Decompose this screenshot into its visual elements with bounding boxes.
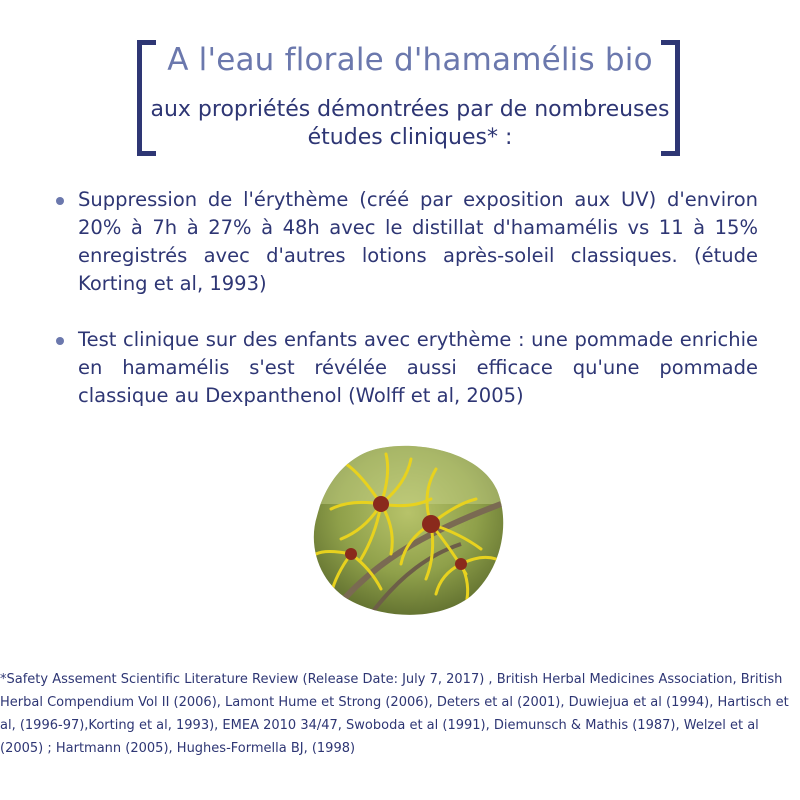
bullet-text: Suppression de l'érythème (créé par exposition aux UV) d'environ 20% à 7h à 27% à 48h avec le distillat d'hamamélis vs 11 à 15% enregistrés avec d'autres lotions après-soleil classiques. (étude Korting et al, 1993) bbox=[78, 188, 758, 295]
bullet-dot-icon bbox=[56, 337, 64, 345]
bullet-text: Test clinique sur des enfants avec erythème : une pommade enrichie en hamamélis s'est révélée aussi efficace qu'une pommade classique au Dexpanthenol (Wolff et al, 2005) bbox=[78, 328, 758, 407]
page-title: A l'eau florale d'hamamélis bio bbox=[167, 42, 653, 78]
benefits-list bbox=[54, 186, 758, 438]
list-item bbox=[54, 186, 758, 298]
bullet-dot-icon bbox=[56, 197, 64, 205]
references-footnote: *Safety Assement Scientific Literature Review (Release Date: July 7, 2017) , British Herbal Medicines Association, British Herbal Compendium Vol II (2006), Lamont Hume et Strong (2006), Deters et al (2001), Duwiejua et al (1994), Hartisch et al, (1996-97),Korting et al, 1993), EMEA 2010 34/47, Swoboda et al (1991), Diemunsch & Mathis (1987), Welzel et al (2005) ; Hartmann (2005), Hughes-Formella BJ, (1998) bbox=[0, 672, 789, 756]
witch-hazel-flower-image bbox=[311, 444, 505, 616]
list-item bbox=[54, 326, 758, 410]
page-subtitle: aux propriétés démontrées par de nombreuses études cliniques* : bbox=[150, 97, 670, 150]
